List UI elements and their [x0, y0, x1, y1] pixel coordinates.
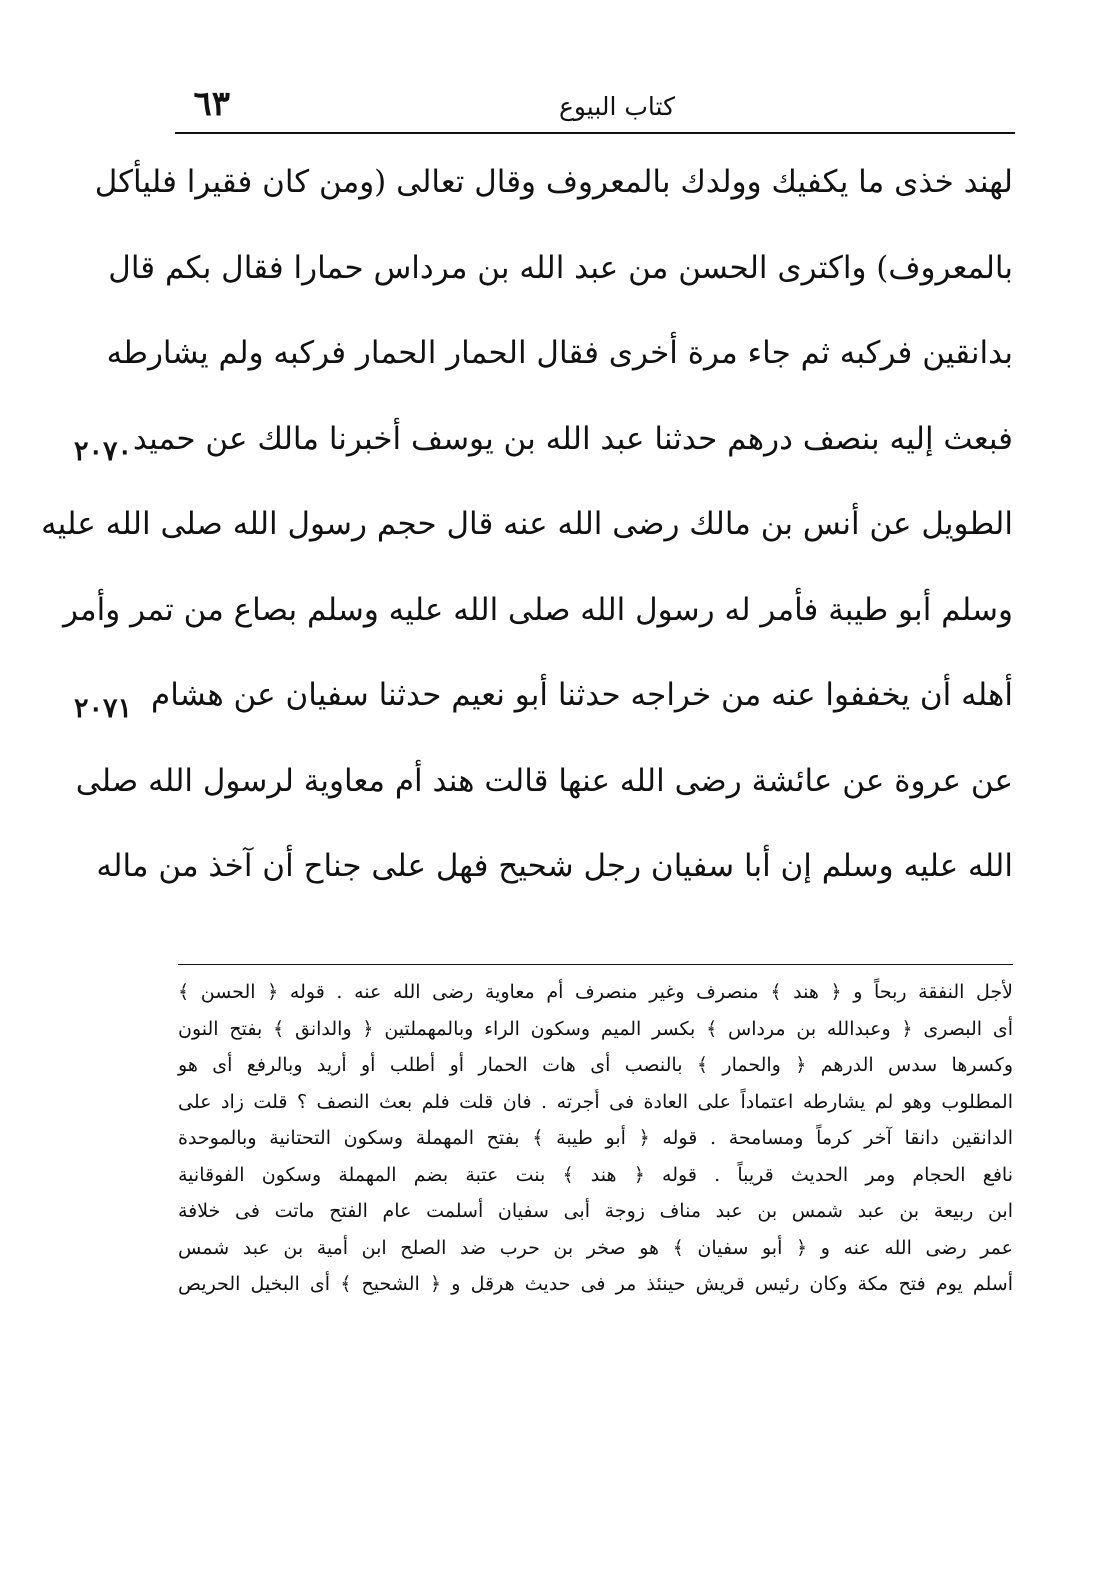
main-text-line: أهله أن يخففوا عنه من خراجه حدثنا أبو نعيم حدثنا سفيان عن هشام — [151, 677, 1013, 713]
main-text-line: الطويل عن أنس بن مالك رضى الله عنه قال حجم رسول الله صلى الله عليه — [41, 506, 1013, 542]
footnote-line: ابن ربيعة بن عبد شمس بن عبد مناف زوجة أبى سفيان أسلمت عام الفتح ماتت فى خلافة — [178, 1200, 1013, 1222]
footnote-line: المطلوب وهو لم يشارطه اعتماداً على العادة فى أجرته . فان قلت فلم بعث النصف ؟ قلت زاد على — [178, 1090, 1013, 1113]
footnote-line: أسلم يوم فتح مكة وكان رئيس قريش حينئذ مر فى حديث هرقل و ﴿ الشحيح ﴾ أى البخيل الحريص — [178, 1273, 1013, 1295]
main-text-line: لهند خذى ما يكفيك وولدك بالمعروف وقال تعالى (ومن كان فقيرا فليأكل — [94, 164, 1013, 200]
main-text-line: فبعث إليه بنصف درهم حدثنا عبد الله بن يوسف أخبرنا مالك عن حميد — [132, 420, 1013, 457]
footnote-line: الدانقين دانقا آخر كرماً ومسامحة . قوله ﴿ أبو طيبة ﴾ بفتح المهملة وسكون التحتانية وبالموحدة — [178, 1127, 1013, 1149]
header-rule — [175, 132, 1015, 134]
hadith-number: ٢٠٧٠ — [74, 436, 133, 467]
footnote-line: عمر رضى الله عنه و ﴿ أبو سفيان ﴾ هو صخر بن حرب ضد الصلح ابن أمية بن عبد شمس — [178, 1236, 1013, 1259]
footnote-line: لأجل النفقة ربحاً و ﴿ هند ﴾ منصرف وغير منصرف أم معاوية رضى الله عنه . قوله ﴿ الحسن ﴾ — [178, 981, 1013, 1003]
main-text-line: بالمعروف) واكترى الحسن من عبد الله بن مرداس حمارا فقال بكم قال — [108, 249, 1013, 286]
footnote-line: نافع الحجام ومر الحديث قريباً . قوله ﴿ هند ﴾ بنت عتبة بضم المهملة وسكون الفوقانية — [178, 1163, 1013, 1186]
main-text-line: بدانقين فركبه ثم جاء مرة أخرى فقال الحمار الحمار فركبه ولم يشارطه — [106, 335, 1013, 371]
hadith-number: ٢٠٧١ — [74, 693, 133, 724]
footnote-line: وكسرها سدس الدرهم ﴿ والحمار ﴾ بالنصب أى هات الحمار أو أطلب أو أريد وبالرفع أى هو — [178, 1054, 1013, 1076]
footnote-line: أى البصرى ﴿ وعبدالله بن مرداس ﴾ بكسر الميم وسكون الراء وبالمهملتين ﴿ والدانق ﴾ بفتح النون — [178, 1017, 1013, 1040]
main-text-line: عن عروة عن عائشة رضى الله عنها قالت هند أم معاوية لرسول الله صلى — [75, 762, 1013, 799]
main-text-line: وسلم أبو طيبة فأمر له رسول الله صلى الله عليه وسلم بصاع من تمر وأمر — [62, 591, 1013, 628]
main-text-line: الله عليه وسلم إن أبا سفيان رجل شحيح فهل على جناح أن آخذ من ماله — [96, 848, 1013, 884]
footnote-rule — [178, 964, 1013, 965]
footnotes-block — [178, 974, 1013, 1303]
page-number: ٦٣ — [193, 84, 230, 124]
page-header — [175, 78, 1015, 130]
running-title: كتاب البيوع — [558, 92, 675, 121]
